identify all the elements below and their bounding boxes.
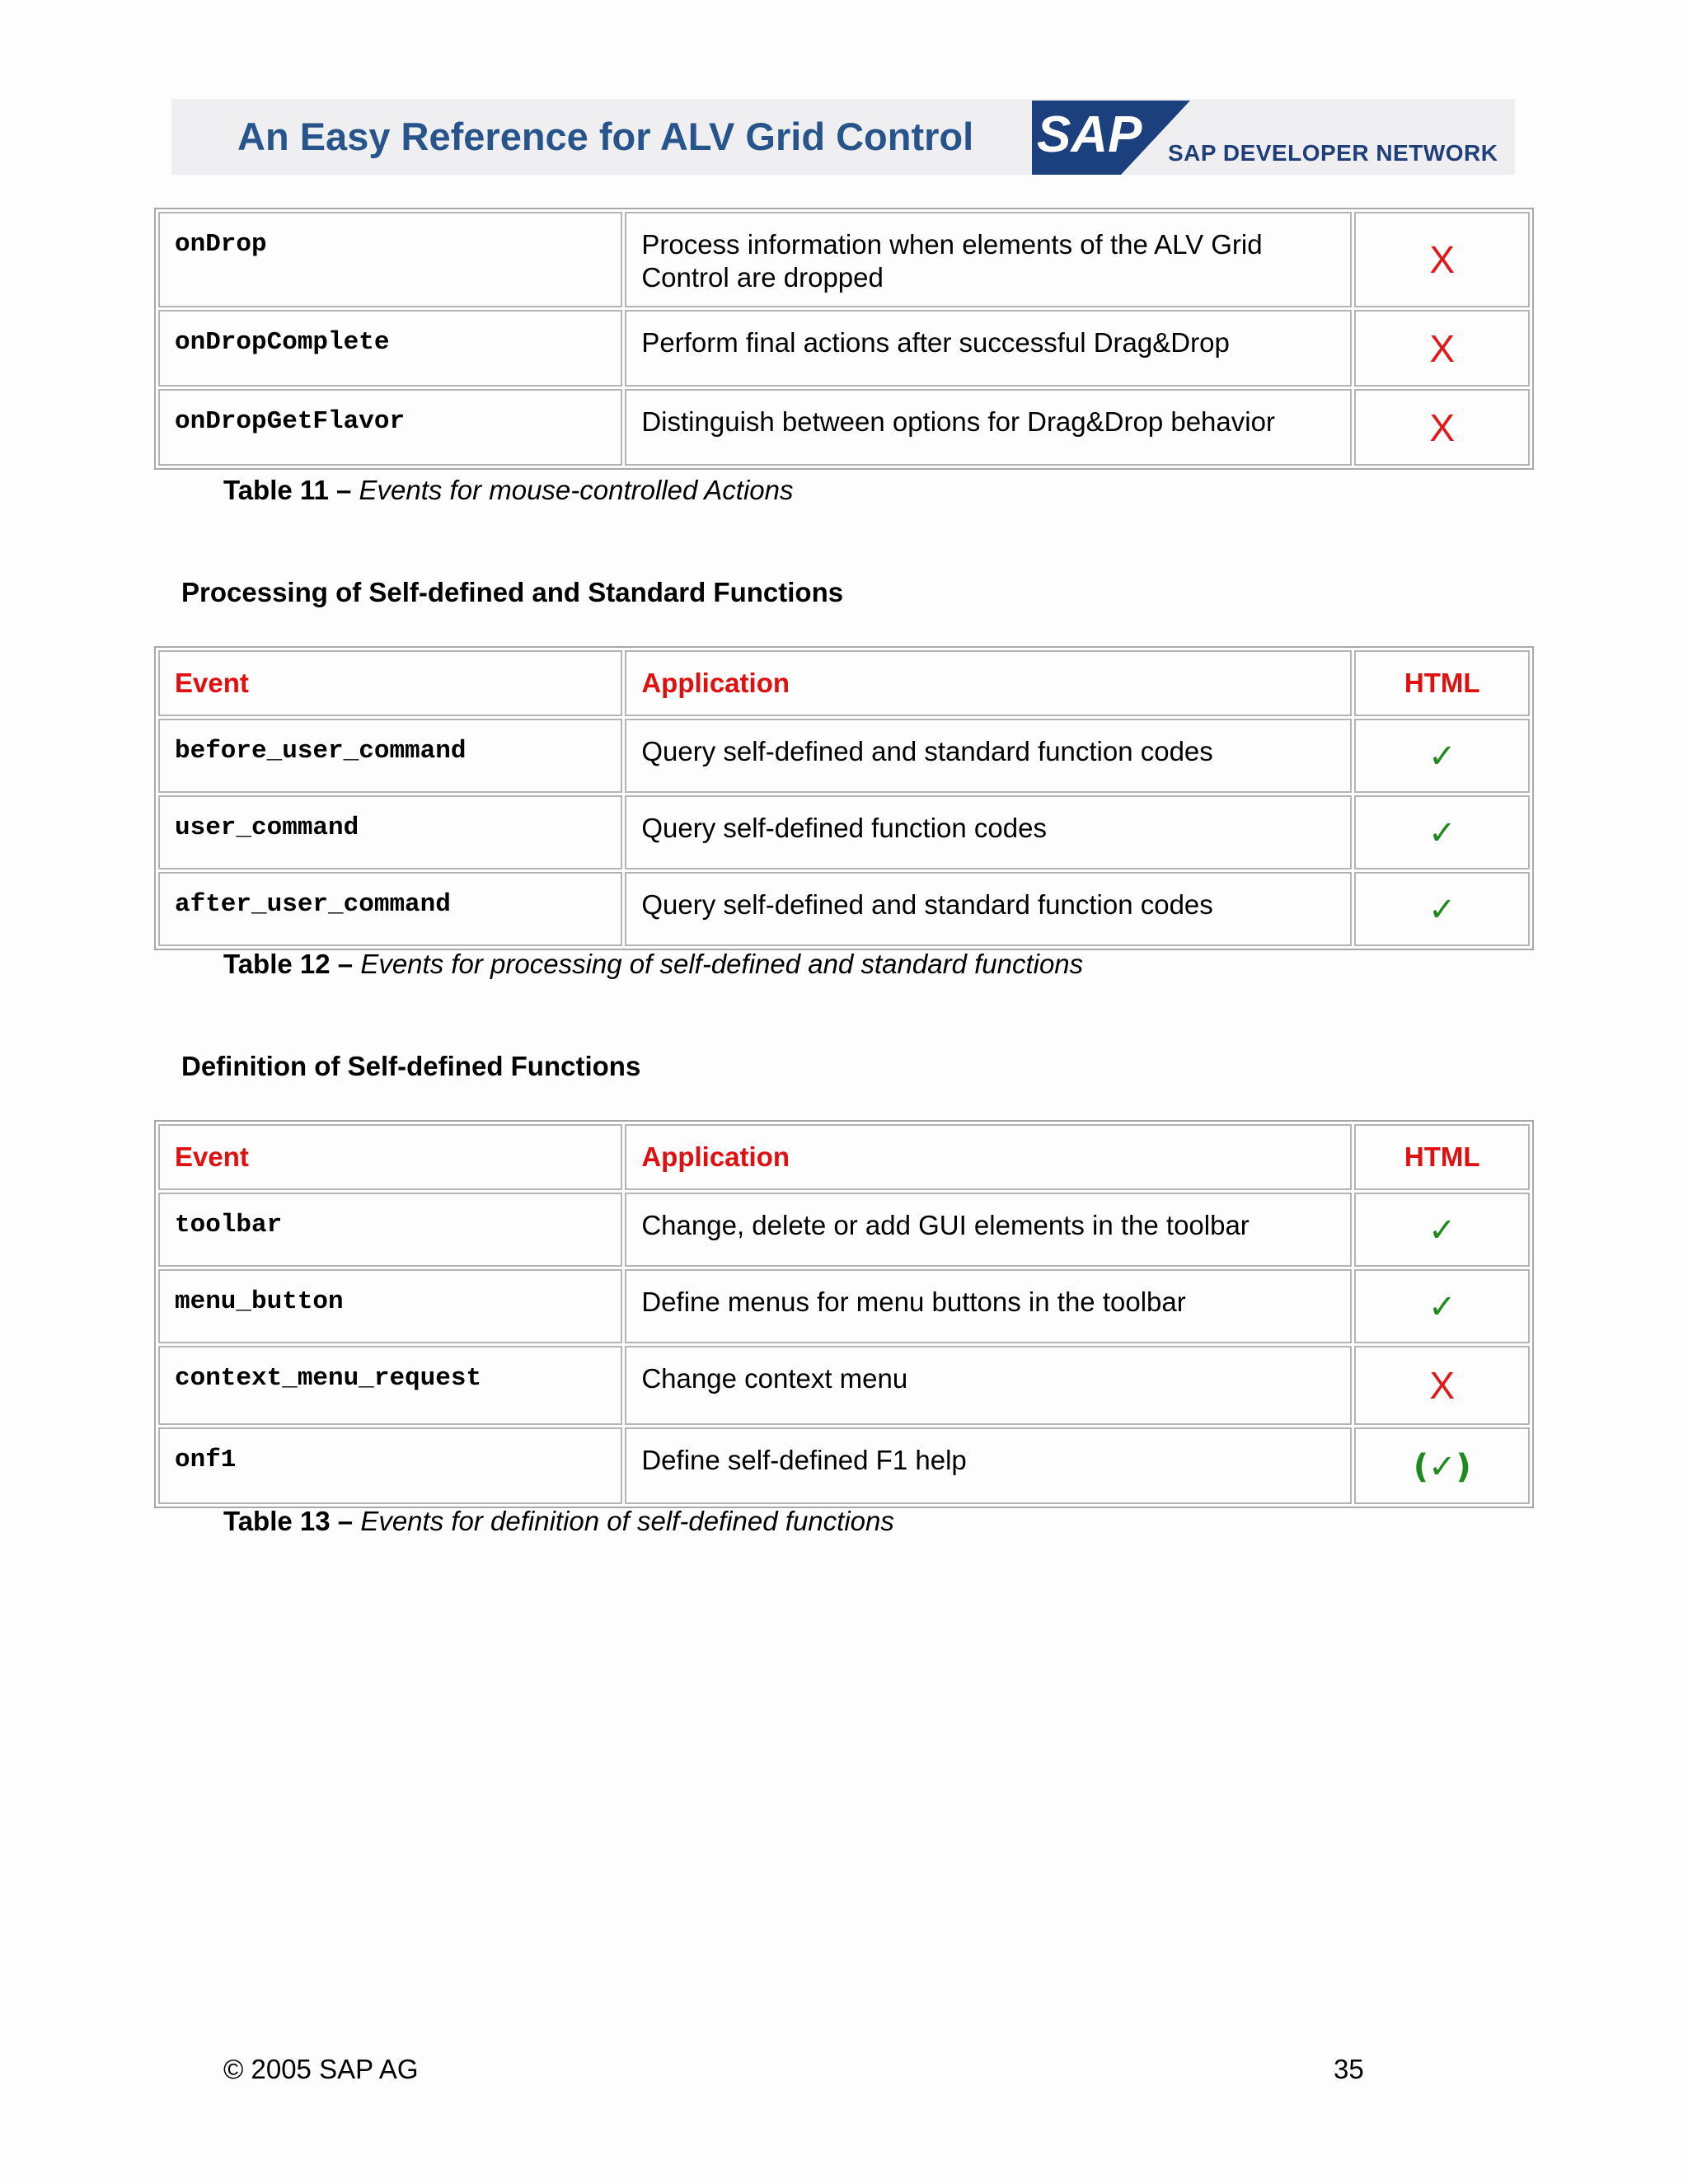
sap-logo-icon: [1032, 101, 1190, 175]
event-name: after_user_command: [158, 872, 622, 946]
column-header-application: Application: [625, 650, 1352, 716]
event-name: menu_button: [158, 1269, 622, 1343]
caption-text: Events for mouse-controlled Actions: [359, 475, 794, 505]
event-application: Process information when elements of the ALV Grid Control are dropped: [625, 212, 1352, 307]
cross-icon: X: [1354, 389, 1530, 466]
document-title: An Easy Reference for ALV Grid Control: [237, 115, 974, 158]
table-13-caption: [223, 1506, 894, 1537]
checkmark-icon: ✓: [1354, 795, 1530, 869]
event-application: Query self-defined and standard function codes: [625, 872, 1352, 946]
table-header-row: [158, 1124, 1530, 1190]
column-header-event: Event: [158, 650, 622, 716]
cross-icon: X: [1354, 212, 1530, 307]
checkmark-icon: ✓: [1354, 872, 1530, 946]
event-application: Perform final actions after successful Drag&Drop: [625, 310, 1352, 387]
event-application: Define menus for menu buttons in the toolbar: [625, 1269, 1352, 1343]
table-row: [158, 719, 1530, 793]
copyright: © 2005 SAP AG: [223, 2054, 419, 2084]
event-name: onf1: [158, 1427, 622, 1504]
table-11: [154, 208, 1534, 470]
section-title-processing: Processing of Self-defined and Standard Functions: [181, 577, 844, 607]
cross-icon: X: [1354, 1346, 1530, 1425]
event-application: Change, delete or add GUI elements in the toolbar: [625, 1193, 1352, 1267]
caption-text: Events for processing of self-defined and standard functions: [360, 949, 1084, 979]
caption-label: Table 12 –: [223, 949, 354, 979]
table-row: [158, 1193, 1530, 1267]
developer-network-label: SAP DEVELOPER NETWORK: [1168, 140, 1498, 166]
event-name: toolbar: [158, 1193, 622, 1267]
table-row: [158, 389, 1530, 466]
column-header-application: Application: [625, 1124, 1352, 1190]
table-row: [158, 795, 1530, 869]
event-name: onDropGetFlavor: [158, 389, 622, 466]
event-application: Query self-defined and standard function codes: [625, 719, 1352, 793]
checkmark-icon: ✓: [1354, 1193, 1530, 1267]
table-row: [158, 1346, 1530, 1425]
event-application: Define self-defined F1 help: [625, 1427, 1352, 1504]
page-number: 35: [1334, 2054, 1364, 2084]
table-row: [158, 310, 1530, 387]
event-application: Change context menu: [625, 1346, 1352, 1425]
event-name: before_user_command: [158, 719, 622, 793]
column-header-html: HTML: [1354, 650, 1530, 716]
checkmark-icon: ✓: [1354, 719, 1530, 793]
sap-logo-text: SAP: [1037, 106, 1142, 163]
event-name: user_command: [158, 795, 622, 869]
event-name: onDropComplete: [158, 310, 622, 387]
table-12-caption: [223, 949, 1083, 980]
event-application: Distinguish between options for Drag&Drop behavior: [625, 389, 1352, 466]
event-name: context_menu_request: [158, 1346, 622, 1425]
table-header-row: [158, 650, 1530, 716]
caption-label: Table 13 –: [223, 1506, 354, 1536]
table-13: [154, 1120, 1534, 1508]
table-row: [158, 1269, 1530, 1343]
event-application: Query self-defined function codes: [625, 795, 1352, 869]
checkmark-icon: ✓: [1354, 1269, 1530, 1343]
table-row: [158, 212, 1530, 307]
table-row: [158, 872, 1530, 946]
column-header-html: HTML: [1354, 1124, 1530, 1190]
table-12: [154, 646, 1534, 950]
checkmark-icon: (✓): [1354, 1427, 1530, 1504]
caption-label: Table 11 –: [223, 475, 352, 505]
table-row: [158, 1427, 1530, 1504]
section-title-definition: Definition of Self-defined Functions: [181, 1051, 641, 1081]
column-header-event: Event: [158, 1124, 622, 1190]
event-name: onDrop: [158, 212, 622, 307]
cross-icon: X: [1354, 310, 1530, 387]
caption-text: Events for definition of self-defined functions: [360, 1506, 894, 1536]
table-11-caption: [223, 475, 794, 506]
